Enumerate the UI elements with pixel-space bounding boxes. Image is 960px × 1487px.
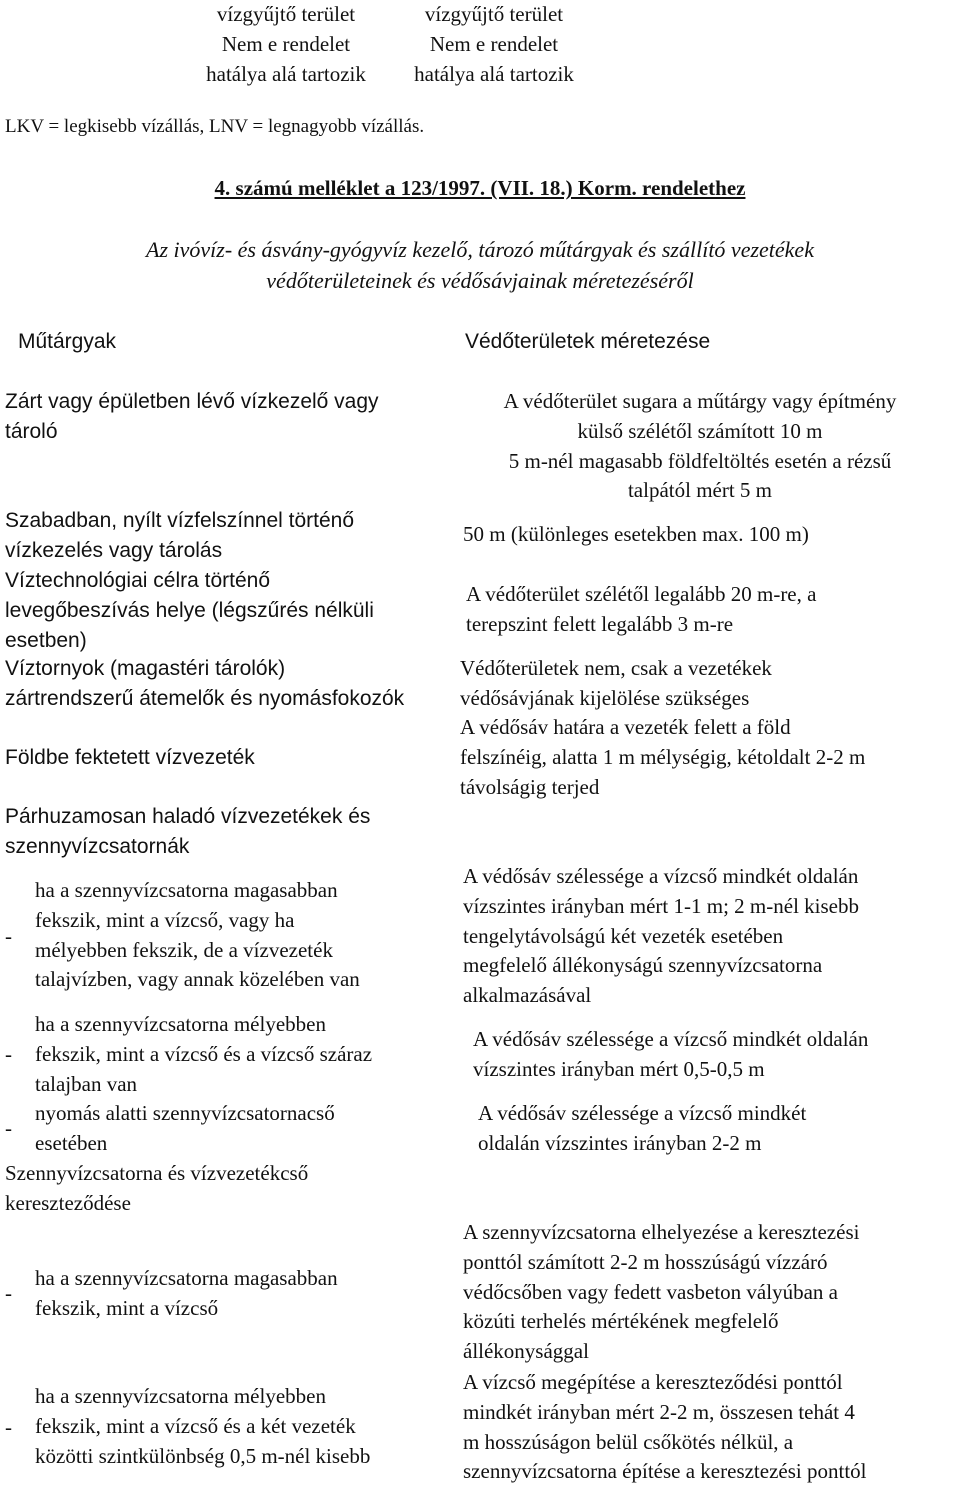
row-right [478,1099,806,1159]
cell-line: vízkezelés vagy tárolás [5,538,223,562]
row-left [35,1099,335,1159]
row-left [35,1264,338,1324]
row-left [35,876,360,995]
cell-line: Földbe fektetett vízvezeték [5,746,255,769]
cell-line: Szennyvízcsatorna és vízvezetékcső [5,1161,309,1185]
cell-line: 5 m-nél magasabb földfeltöltés esetén a rézsű [508,448,892,473]
cell-line: A védősáv szélessége a vízcső mindkét [478,1101,807,1125]
cell-line: fekszik, mint a vízcső [35,1295,219,1320]
row-left [35,1010,372,1099]
cell-line: levegőbeszívás helye (légszűrés nélküli [5,598,374,622]
cell-line: A védőterület szélétől legalább 20 m-re, a [466,582,817,606]
header-right: Védőterületek méretezése [465,330,711,353]
cell-line: Párhuzamosan haladó vízvezetékek és [5,805,371,828]
list-dash: - [5,924,12,948]
fragment-line: Nem e rendelet [429,31,559,56]
cell-line: mindkét irányban mért 2-2 m, összesen tehát 4 [463,1399,855,1424]
cell-line: szennyvízcsatorna építése a keresztezési ponttól [463,1459,867,1484]
cell-line: közötti szintkülönbség 0,5 m-nél kisebb [35,1443,371,1468]
list-dash: - [5,1281,12,1305]
cell-line: Zárt vagy épületben lévő vízkezelő vagy [5,390,379,413]
cell-line: A védősáv szélessége a vízcső mindkét oldalán [463,864,859,888]
cell-line: tengelytávolságú két vezeték esetében [463,923,784,948]
row-right [473,1025,868,1085]
fragment-line: vízgyűjtő terület [424,2,564,26]
cell-line: Védőterületek nem, csak a vezetékek [460,656,772,680]
top-fragment-col2 [394,0,594,89]
document-subtitle [0,234,960,296]
fragment-line: hatálya alá tartozik [414,61,574,86]
cell-line: A vízcső megépítése a kereszteződési ponttól [463,1370,843,1394]
cell-line: esetben) [5,628,87,652]
row-left [5,743,255,773]
cell-line: megfelelő állékonyságú szennyvízcsatorna [463,953,823,978]
cell-line: ha a szennyvízcsatorna magasabban [35,1266,338,1290]
cell-line: fekszik, mint a vízcső és a két vezeték [35,1413,356,1438]
row-right [463,1218,859,1367]
cell-line: ha a szennyvízcsatorna mélyebben [35,1384,326,1408]
row-right [460,654,772,714]
cell-line: talajban van [35,1071,138,1096]
cell-line: védőcsőben vagy fedett vasbeton vályúban a [463,1279,838,1304]
cell-line: tároló [5,419,58,443]
top-fragment-col1 [186,0,386,89]
cell-line: ha a szennyvízcsatorna magasabban [35,878,338,902]
row-left [5,387,379,447]
row-right [460,713,865,802]
cell-line: A védősáv határa a vezeték felett a föld [460,715,791,739]
cell-line: A szennyvízcsatorna elhelyezése a keresztezési [463,1220,860,1244]
cell-line: A védősáv szélessége a vízcső mindkét oldalán [473,1027,869,1051]
cell-line: ha a szennyvízcsatorna mélyebben [35,1012,326,1036]
cell-line: közúti terhelés mértékének megfelelő [463,1309,779,1334]
row-right [463,520,809,550]
cell-line: nyomás alatti szennyvízcsatornacső [35,1101,335,1125]
cell-line: vízszintes irányban mért 0,5-0,5 m [473,1056,765,1081]
cell-line: mélyebben fekszik, de a vízvezeték [35,937,333,962]
row-left [5,566,374,655]
cell-line: felszínéig, alatta 1 m mélységig, kétoldalt 2-2 m [460,744,866,769]
cell-line: külső szélétől számított 10 m [577,418,823,443]
cell-line: vízszintes irányban mért 1-1 m; 2 m-nél kisebb [463,893,859,918]
cell-line: A védőterület sugara a műtárgy vagy építmény [503,389,897,413]
fragment-line: vízgyűjtő terület [216,2,356,26]
row-left [5,802,370,862]
cell-line: Víztornyok (magastéri tárolók) [5,657,286,680]
fragment-line: Nem e rendelet [221,31,351,56]
cell-line: állékonysággal [463,1339,589,1364]
cell-line: távolságig terjed [460,774,600,799]
cell-line: Víztechnológiai célra történő [5,569,270,592]
row-right [463,1368,867,1487]
list-dash: - [5,1415,12,1439]
list-dash: - [5,1116,12,1140]
cell-line: zártrendszerű átemelők és nyomásfokozók [5,686,405,710]
cell-line: Szabadban, nyílt vízfelszínnel történő [5,509,355,532]
row-right [440,387,960,506]
row-right [466,580,816,640]
cell-line: oldalán vízszintes irányban 2-2 m [478,1130,762,1155]
cell-line: alkalmazásával [463,983,592,1008]
legend-note: LKV = legkisebb vízállás, LNV = legnagyobb vízállás. [5,116,425,137]
row-left [5,506,354,566]
cell-line: szennyvízcsatornák [5,834,190,858]
cell-line: terepszint felett legalább 3 m-re [466,611,734,636]
cell-line: védősávjának kijelölése szükséges [460,685,750,710]
subtitle-line: védőterületeinek és védősávjainak méretezéséről [266,268,694,294]
annex-title: 4. számú melléklet a 123/1997. (VII. 18.) Korm. rendelethez [214,176,746,200]
header-left: Műtárgyak [18,330,117,353]
row-left [5,654,404,714]
subtitle-line: Az ivóvíz- és ásvány-gyógyvíz kezelő, tározó műtárgyak és szállító vezetékek [146,237,814,262]
cell-line: fekszik, mint a vízcső, vagy ha [35,907,295,932]
fragment-line: hatálya alá tartozik [206,61,366,86]
row-left [5,1159,308,1219]
row-left [35,1382,370,1471]
cell-line: kereszteződése [5,1190,131,1215]
cell-line: talajvízben, vagy annak közelében van [35,967,360,992]
cell-line: talpától mért 5 m [627,478,773,503]
cell-line: 50 m (különleges esetekben max. 100 m) [463,522,809,546]
cell-line: esetében [35,1130,108,1155]
cell-line: ponttól számított 2-2 m hosszúságú vízzáró [463,1249,828,1274]
row-right [463,862,859,1011]
cell-line: fekszik, mint a vízcső és a vízcső száraz [35,1041,373,1066]
cell-line: m hosszúságon belül csőkötés nélkül, a [463,1429,794,1454]
list-dash: - [5,1042,12,1066]
